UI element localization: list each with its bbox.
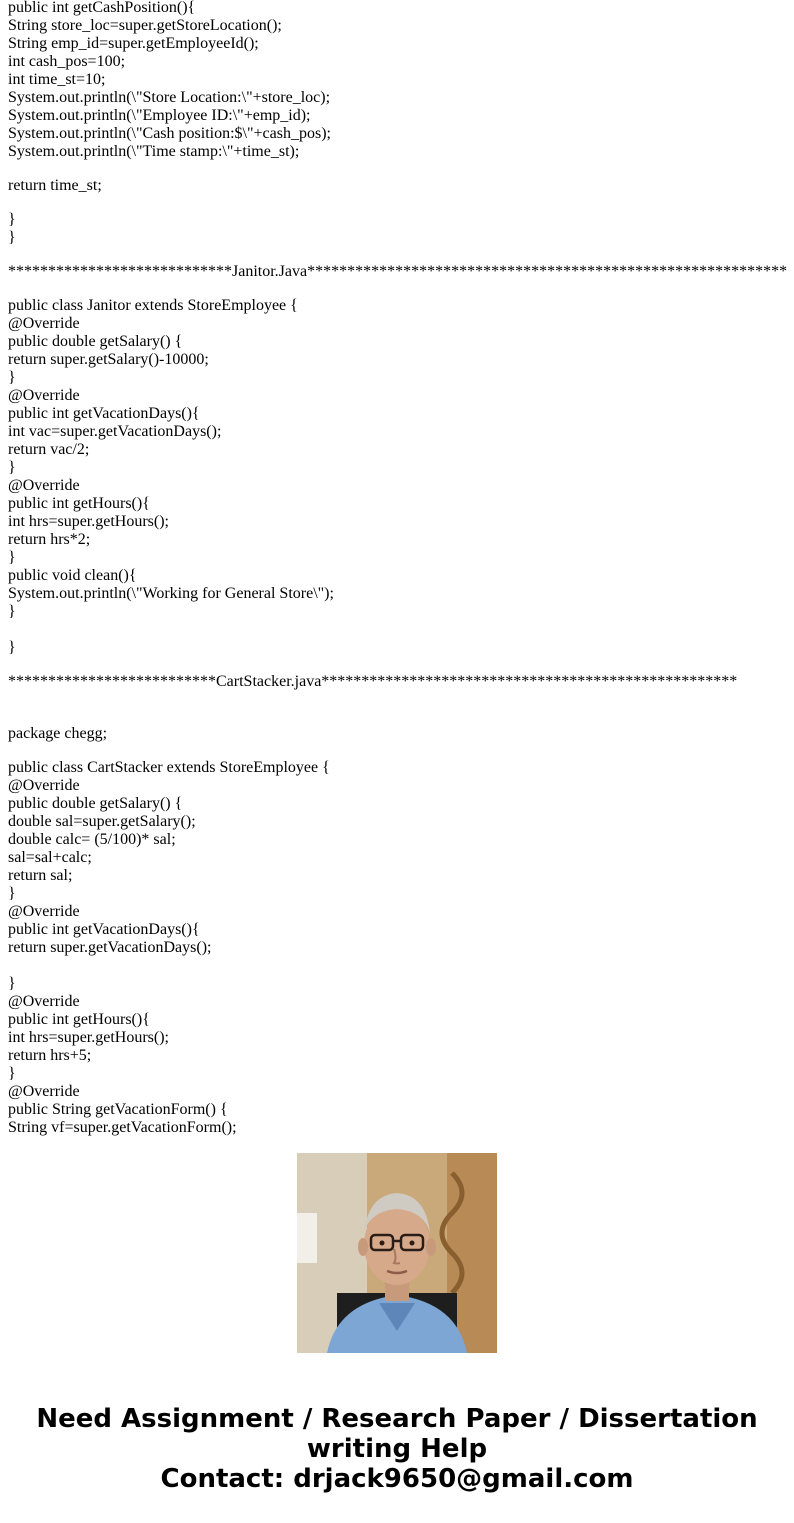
promo-line-2: writing Help bbox=[306, 1434, 488, 1464]
code-line: } bbox=[8, 885, 16, 902]
code-line: package chegg; bbox=[8, 725, 108, 742]
code-line: @Override bbox=[8, 903, 80, 920]
code-line: return time_st; bbox=[8, 177, 102, 194]
code-line: int time_st=10; bbox=[8, 71, 106, 88]
code-line: public int getHours(){ bbox=[8, 1011, 150, 1028]
code-line: double sal=super.getSalary(); bbox=[8, 813, 196, 830]
code-line: public double getSalary() { bbox=[8, 333, 183, 350]
file-divider-janitor: ****************************Janitor.Java************************************************************ bbox=[8, 263, 788, 280]
code-line: @Override bbox=[8, 315, 80, 332]
code-line: @Override bbox=[8, 387, 80, 404]
code-line: return super.getVacationDays(); bbox=[8, 939, 212, 956]
code-line: public class Janitor extends StoreEmployee { bbox=[8, 297, 298, 314]
code-line: int vac=super.getVacationDays(); bbox=[8, 423, 222, 440]
code-line: } bbox=[8, 369, 16, 386]
code-line: return vac/2; bbox=[8, 441, 90, 458]
code-line: double calc= (5/100)* sal; bbox=[8, 831, 176, 848]
code-line: public int getHours(){ bbox=[8, 495, 150, 512]
code-line: } bbox=[8, 639, 16, 656]
author-avatar bbox=[297, 1153, 497, 1353]
code-line: public int getVacationDays(){ bbox=[8, 921, 200, 938]
code-line: @Override bbox=[8, 777, 80, 794]
code-line: System.out.println(\"Time stamp:\"+time_st); bbox=[8, 143, 300, 160]
code-line: sal=sal+calc; bbox=[8, 849, 92, 866]
promo-contact-line: Contact: drjack9650@gmail.com bbox=[160, 1464, 634, 1494]
code-line: @Override bbox=[8, 993, 80, 1010]
code-line: } bbox=[8, 211, 16, 228]
code-line: return super.getSalary()-10000; bbox=[8, 351, 209, 368]
code-line: public String getVacationForm() { bbox=[8, 1101, 228, 1118]
code-line: } bbox=[8, 603, 16, 620]
code-line: return sal; bbox=[8, 867, 73, 884]
code-line: @Override bbox=[8, 1083, 80, 1100]
code-line: System.out.println(\"Cash position:$\"+cash_pos); bbox=[8, 125, 331, 142]
code-line: } bbox=[8, 1065, 16, 1082]
code-line: System.out.println(\"Store Location:\"+store_loc); bbox=[8, 89, 331, 106]
code-line: int hrs=super.getHours(); bbox=[8, 1029, 169, 1046]
code-line: return hrs*2; bbox=[8, 531, 91, 548]
code-line: String emp_id=super.getEmployeeId(); bbox=[8, 35, 259, 52]
code-line: int cash_pos=100; bbox=[8, 53, 126, 70]
promo-line-1: Need Assignment / Research Paper / Dissertation bbox=[36, 1404, 758, 1434]
code-line: } bbox=[8, 549, 16, 566]
code-line: public class CartStacker extends StoreEmployee { bbox=[8, 759, 330, 776]
code-line: System.out.println(\"Employee ID:\"+emp_id); bbox=[8, 107, 311, 124]
code-line: System.out.println(\"Working for General Store\"); bbox=[8, 585, 334, 602]
code-line: public void clean(){ bbox=[8, 567, 137, 584]
code-line: @Override bbox=[8, 477, 80, 494]
code-line: public int getCashPosition(){ bbox=[8, 0, 196, 16]
code-line: } bbox=[8, 975, 16, 992]
code-line: String store_loc=super.getStoreLocation(); bbox=[8, 17, 282, 34]
code-line: return hrs+5; bbox=[8, 1047, 92, 1064]
portrait-photo-icon bbox=[297, 1153, 497, 1353]
code-line: public double getSalary() { bbox=[8, 795, 183, 812]
code-line: public int getVacationDays(){ bbox=[8, 405, 200, 422]
code-line: } bbox=[8, 459, 16, 476]
code-line: String vf=super.getVacationForm(); bbox=[8, 1119, 237, 1136]
code-line: int hrs=super.getHours(); bbox=[8, 513, 169, 530]
file-divider-cartstacker: **************************CartStacker.java**************************************************** bbox=[8, 673, 738, 690]
code-line: } bbox=[8, 229, 16, 246]
